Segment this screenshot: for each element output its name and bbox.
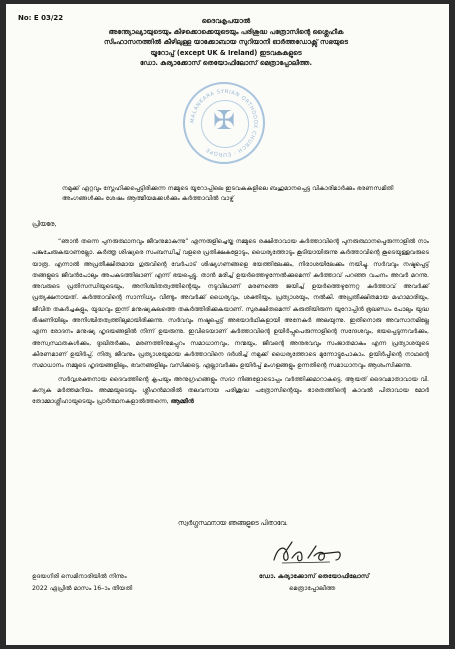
letterhead xyxy=(46,16,406,69)
amen-text: ആമ്മീൻ xyxy=(170,398,194,406)
address-intro: നമുക്ക് ഏറ്റവും സ്നേഹിക്കപ്പെട്ടിരിക്കുന്ന നമ്മുടെ യൂറോപ്പിലെ ഇടവകകളിലെ ബഹുമാനപ്പെട്ട വികാരിമാർക്കും ഭരണസമിതി അംഗങ്ങൾക്കും ശേഷം ആത്മീയമക്കൾക്കും കർത്താവിൽ വാഴ്വ് xyxy=(62,185,394,202)
closing-line: സ്വർഗ്ഗസ്ഥനായ ഞങ്ങളുടെ പിതാവേ. xyxy=(178,519,288,527)
header-line-2: അന്ത്യോഖ്യായുടെയും കിഴക്കൊക്കെയുടെയും പരിശുദ്ധ പത്രോസിന്റെ ശ്ലൈഹീക xyxy=(108,27,344,36)
paragraph-2 xyxy=(32,374,429,408)
paragraph-1: “ഞാൻ തന്നെ പുനരുത്ഥാനവും ജീവനുമാകുന്നു” എന്നരുളിച്ചെയ്ത നമ്മുടെ രക്ഷിതാവായ കർത്താവിന്റെ പുനരുത്ഥാനപ്പെരുന്നാളിൽ നാം പങ്കുചേരുകയാണല്ലോ. കർത്തൃ ശിഷ്യരെ സംബന്ധിച്ച് വളരെ പ്രതിക്ഷകളോടും, ധൈര്യത്തോടും കൂടിയായിരുന്നു കർത്താവിന്റെ കൂടെയുള്ളവരുടെ യാത്ര. എന്നാൽ അപ്രതീക്ഷിതമായ ഗുരുവിന്റെ വേർപാട് ശിഷ്യഗണങ്ങളെ ഭയത്തിലേക്കും, നിരാശയിലേക്കും നയിച്ചു. സർവവും നഷ്ടപ്പെട്ട് തങ്ങളുടെ ജീവൻപോലും അപകടത്തിലാണ് എന്ന് ഭയപ്പെട്ടു. താൻ മരിച്ച് ഉയർത്തെഴുന്നേൽക്കുമെന്ന് കർത്താവ് പറഞ്ഞ വചനം അവർ മറന്നു. അവരുടെ പ്രതിസന്ധിയുടെയും, അനിശ്ചിതത്വത്തിന്റെയും നടുവിലാണ് മരണത്തെ ജയിച്ച് ഉയർത്തെഴുന്നേറ്റ കർത്താവ് അവർക്ക് പ്രത്യക്ഷനായത്. കർത്താവിന്റെ സാന്നിധ്യം വീണ്ടും അവർക്ക് ധൈര്യവും, ശക്തിയും, പ്രത്യാശയും, നൽകി. അപ്രതീക്ഷിതമായ മഹാമാരിയും, ജീവിത തകർച്ചകളും, യുദ്ധവും ഇന്ന് മനുഷ്യകുലത്തെ തകർത്തിരിക്കുകയാണ്. സുരക്ഷിതമെന്ന് കരുതിയിരുന്ന യൂറോപ്പിൻ ഭൂഖണ്ഡം പോലും യുദ്ധ ഭീഷണിയിലും അനിശ്ചിതത്വത്തിലുമായിരിക്കുന്നു. സർവവും നഷ്ടപ്പെട്ട് അഭയാർഥികളായി അനേകർ അലയുന്നു. ഇതിനൊരു അവസാനമില്ലേ എന്ന രോദനം മനുഷ്യ ഹൃദയങ്ങളിൽ നിന്ന് ഉയരുന്നു. ഇവിടെയാണ് കർത്താവിന്റെ ഉയിർപ്പുപെരുന്നാളിന്റെ സന്ദേശവും, ഭയപ്പെടുന്നവർക്കും, അസ്വസ്ഥതകൾക്കും, ദുഃഖിതർക്കും, മരണത്തിനുമപ്പുറം സമാധാനവും, നന്മയും, ജീവന്റെ അനുഭവവും സംജാതമാകും എന്ന പ്രത്യാശയുടെ കിരണമാണ് ഉയിർപ്പ്. നിത്യ ജീവനും പ്രത്യാശയുമായ കർത്താവിനെ ദർശിച്ച് നമുക്ക് ധൈര്യത്തോടെ മുന്നോട്ടുപോകാം. ഉയിർപ്പിന്റെ നാഥന്റെ സമാധാനം നമ്മുടെ ഹൃദയങ്ങളിലും, ഭവനങ്ങളിലും വസിക്കട്ടെ. എല്ലാവർക്കും ഉയിർപ്പ് മംഗളങ്ങളും ഉന്നതിന്റെ സമാധാനവും ആശംസിക്കുന്നു. xyxy=(32,238,429,370)
seal-text: MALANKARA SYRIAN ORTHODOX CHURCH · EUROPE xyxy=(189,88,259,158)
church-seal xyxy=(183,82,265,164)
place-date xyxy=(32,571,132,595)
reference-number: No: E 03/22 xyxy=(18,14,64,22)
cross-icon: ✠ xyxy=(213,106,235,136)
header-line-4: യൂറോപ്പ് (except UK & Ireland) ഇടവകകളുടെ xyxy=(150,48,302,57)
signatory xyxy=(259,571,369,595)
signatory-name: ഡോ. കുര്യാക്കോസ് തെയോഫിലോസ് xyxy=(259,573,370,580)
place-line: ഉദയഗിരി സെമിനാരിയിൽ നിന്നും xyxy=(32,573,127,580)
greeting: പ്രിയരേ, xyxy=(32,220,57,228)
letter-page xyxy=(6,4,449,645)
header-line-1: ദൈവകൃപയാൽ xyxy=(201,17,251,25)
date-line: 2022 ഏപ്രിൽ മാസം 16–ാം തീയതി xyxy=(32,585,133,592)
letter-body xyxy=(32,236,429,407)
signatory-title: മെത്രാപ്പോലീത്ത xyxy=(289,585,336,592)
header-line-3: സിംഹാസനത്തിൽ കീഴിലുള്ള യാക്കോബായ സുറിയാനി ഓർത്തഡോക്സ് സഭയുടെ xyxy=(103,38,349,46)
paragraph-2-text: സർവ്വശക്തനായ ദൈവത്തിന്റെ കൃപയും അനുഗ്രഹങ്ങളും സദാ നിങ്ങളോടൊപ്പം വർത്തിക്കുമാറാകട്ടെ. ആയത് ദൈവമാതാവായ വി. കന്യക മർത്തമറിയം അമ്മയുടെയും ശ്ലീഹൻമാരിൽ തലവനായ പരിശുദ്ധ പത്രോസിന്റെയും ഭാരതത്തിന്റെ കാവൽ പിതാവായ മോർ തോമ്മാശ്ലീഹായുടെയും പ്രാർത്ഥനകളാൽത്തന്നെ, xyxy=(32,375,429,406)
header-line-5: ഡോ. കുര്യാക്കോസ് തെയോഫിലോസ് മെത്രാപ്പോലീത്ത. xyxy=(139,59,313,67)
signature-image xyxy=(268,536,358,568)
